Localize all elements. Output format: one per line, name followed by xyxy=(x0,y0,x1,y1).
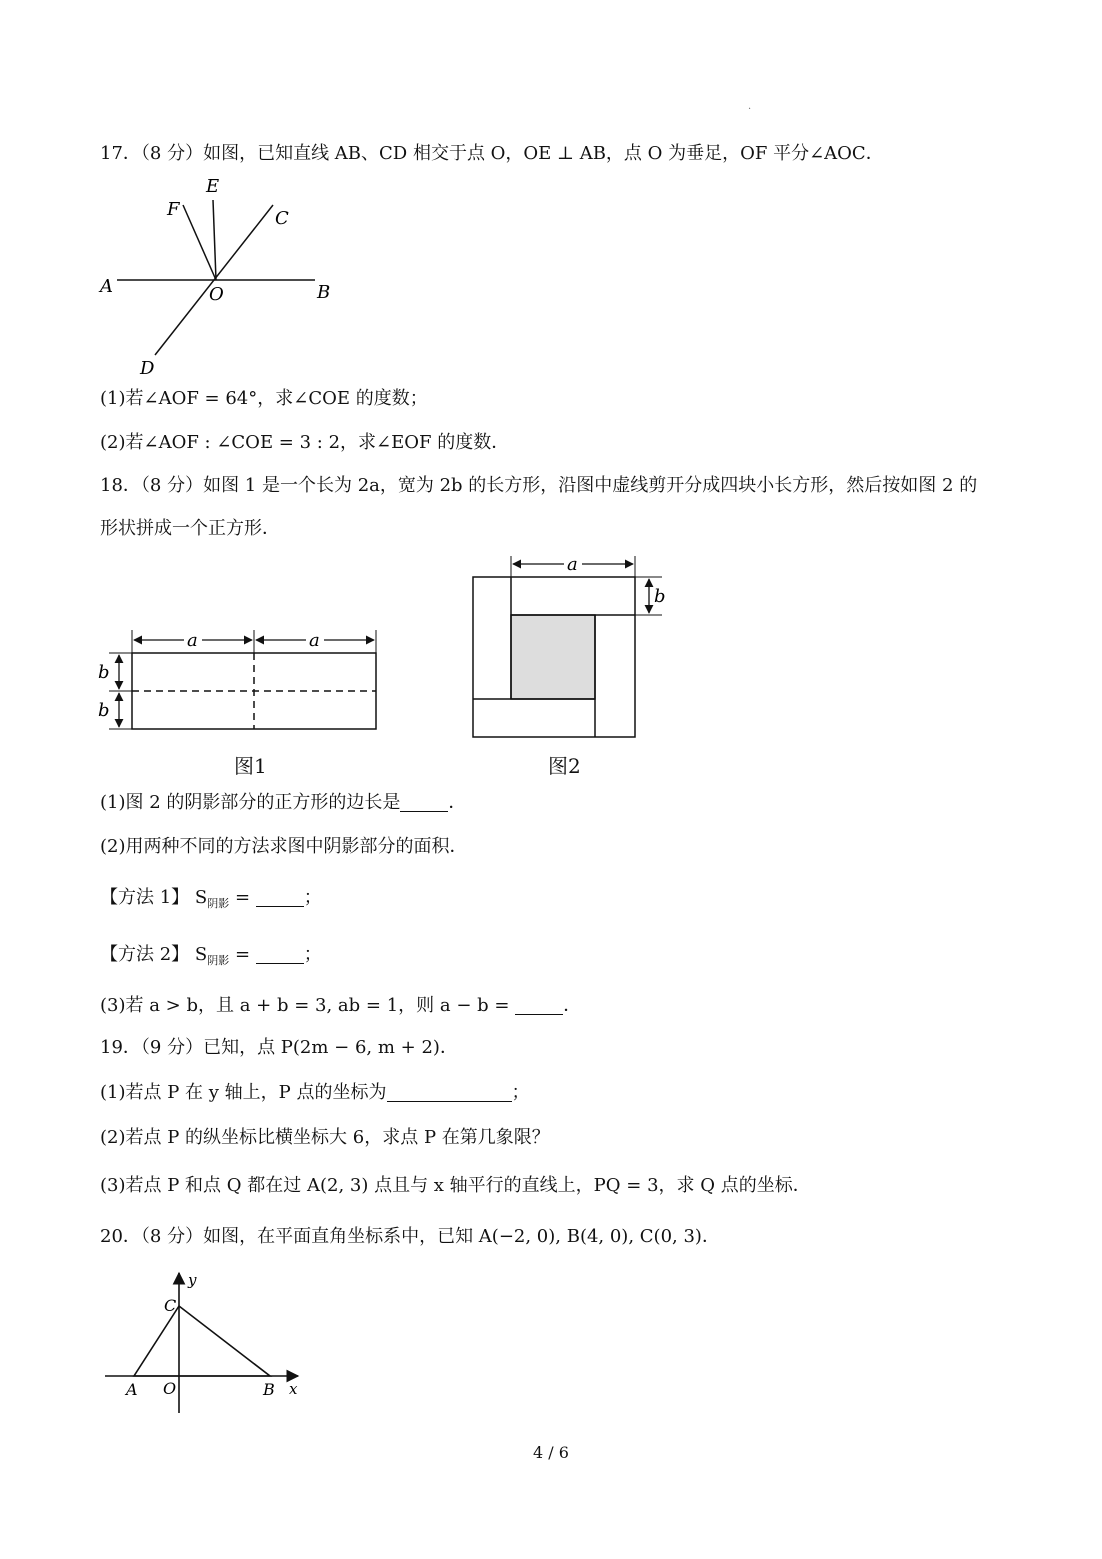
label-y: y xyxy=(188,1271,197,1289)
method1-label: 【方法 1】 S xyxy=(100,887,208,908)
q18-part1-end: ． xyxy=(448,792,467,813)
label-d: D xyxy=(140,358,155,379)
label-c: C xyxy=(164,1296,177,1315)
q18-part2: (2)用两种不同的方法求图中阴影部分的面积． xyxy=(100,836,468,857)
q19-part1 xyxy=(100,1081,530,1105)
q18-part3 xyxy=(100,994,581,1018)
stray-dot: · xyxy=(748,104,752,115)
label-a: A xyxy=(126,1380,138,1399)
label-e: E xyxy=(206,176,220,197)
q17-stem: 17．（8 分）如图，已知直线 AB、CD 相交于点 O，OE ⊥ AB，点 O 为垂足，OF 平分∠AOC． xyxy=(100,143,884,164)
label-o: O xyxy=(209,284,224,305)
label-x: x xyxy=(289,1380,298,1398)
q18-stem-line2: 形状拼成一个正方形． xyxy=(100,518,280,539)
label-o: O xyxy=(163,1379,177,1398)
q17-figure xyxy=(95,170,345,380)
answer-blank[interactable] xyxy=(387,1083,512,1102)
method2-subscript: 阴影 xyxy=(207,954,230,967)
q20-stem: 20．（8 分）如图，在平面直角坐标系中，已知 A(−2, 0), B(4, 0), C(0, 3)． xyxy=(100,1226,720,1247)
q17-part2: (2)若∠AOF : ∠COE = 3 : 2，求∠EOF 的度数． xyxy=(100,432,510,453)
q18-figure-1 xyxy=(92,620,392,745)
label-b: B xyxy=(263,1380,275,1399)
fig1-label-b1: b xyxy=(98,662,110,683)
fig1-label-b2: b xyxy=(98,700,110,721)
answer-blank[interactable] xyxy=(256,888,304,907)
q19-part1-text: (1)若点 P 在 y 轴上，P 点的坐标为 xyxy=(100,1082,387,1103)
method1-equals: = xyxy=(229,887,256,908)
method2-equals: = xyxy=(229,944,256,965)
q19-part3: (3)若点 P 和点 Q 都在过 A(2, 3) 点且与 x 轴平行的直线上，PQ = 3，求 Q 点的坐标． xyxy=(100,1175,811,1196)
page-number: 4 / 6 xyxy=(533,1443,569,1462)
fig1-label-a2: a xyxy=(309,630,320,651)
fig1-caption: 图1 xyxy=(234,754,267,778)
q18-stem-line1: 18．（8 分）如图 1 是一个长为 2a，宽为 2b 的长方形，沿图中虚线剪开分成四块小长方形，然后按如图 2 的 xyxy=(100,475,978,496)
label-a: A xyxy=(100,276,113,297)
triangle-abc xyxy=(134,1306,270,1376)
fig2-shaded-square xyxy=(511,615,595,699)
q18-figure-2 xyxy=(465,548,680,748)
fig1-label-a1: a xyxy=(187,630,198,651)
method2-label: 【方法 2】 S xyxy=(100,944,208,965)
q18-part1 xyxy=(100,791,466,815)
fig2-label-b: b xyxy=(654,586,666,607)
line-of xyxy=(183,205,216,280)
label-b: B xyxy=(317,282,331,303)
label-f: F xyxy=(167,199,180,220)
method1-end: ； xyxy=(303,887,322,908)
answer-blank[interactable] xyxy=(256,945,304,964)
q19-part1-end: ； xyxy=(511,1082,530,1103)
q17-part1: (1)若∠AOF = 64°，求∠COE 的度数； xyxy=(100,388,428,409)
method2-end: ； xyxy=(303,944,322,965)
answer-blank[interactable] xyxy=(515,996,563,1015)
q19-part2: (2)若点 P 的纵坐标比横坐标大 6，求点 P 在第几象限？ xyxy=(100,1127,550,1148)
line-oe xyxy=(213,200,216,280)
q18-method2 xyxy=(100,943,322,973)
fig2-label-a: a xyxy=(567,554,578,575)
q18-part1-text: (1)图 2 的阴影部分的正方形的边长是 xyxy=(100,792,401,813)
q20-coordinate-figure xyxy=(100,1268,310,1418)
answer-blank[interactable] xyxy=(400,793,448,812)
fig2-caption: 图2 xyxy=(548,754,581,778)
method1-subscript: 阴影 xyxy=(207,897,230,910)
q19-stem: 19．（9 分）已知，点 P(2m − 6, m + 2)． xyxy=(100,1037,458,1058)
q18-part3-end: ． xyxy=(563,995,582,1016)
label-c: C xyxy=(275,208,289,229)
q18-method1 xyxy=(100,886,322,916)
q18-part3-text: (3)若 a > b，且 a + b = 3, ab = 1，则 a − b = xyxy=(100,995,516,1016)
